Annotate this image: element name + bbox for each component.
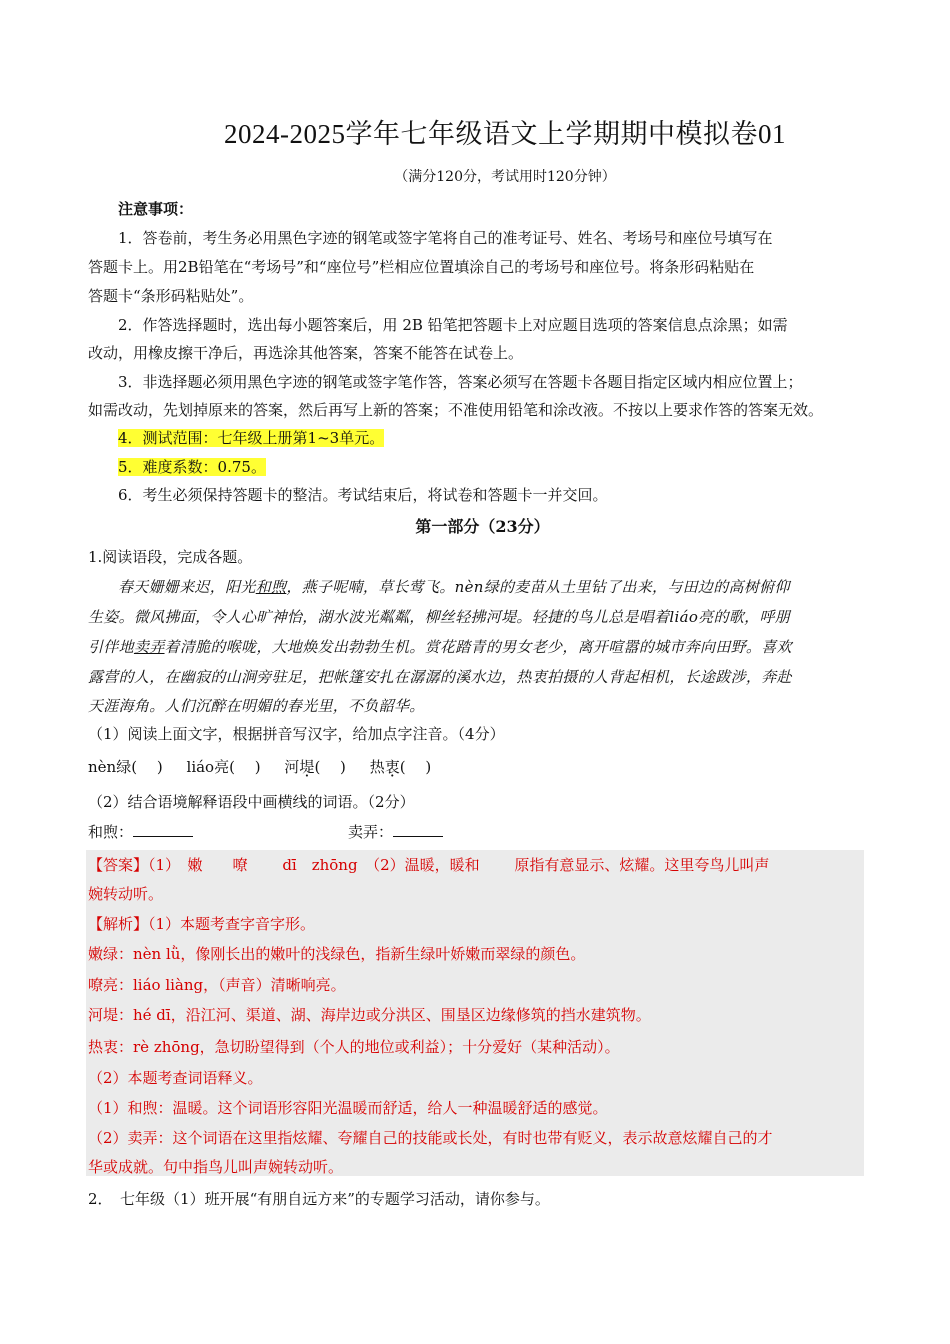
analysis-line-8: 华或成就。句中指鸟儿叫声婉转动听。 xyxy=(88,1158,344,1176)
question-1-stem: 1.阅读语段，完成各题。 xyxy=(88,548,253,566)
page-subtitle: （满分120分，考试用时120分钟） xyxy=(394,169,616,185)
note-6: 6．考生必须保持答题卡的整洁。考试结束后，将试卷和答题卡一并交回。 xyxy=(118,486,608,504)
note-1-line-3: 答题卡“条形码粘贴处”。 xyxy=(88,287,254,305)
blank-hexu: 和煦： xyxy=(88,822,193,842)
subquestion-1: （1）阅读上面文字，根据拼音写汉字，给加点字注音。（4分） xyxy=(88,725,505,743)
analysis-line-2: 嘹亮：liáo liàng，（声音）清晰响亮。 xyxy=(88,976,346,994)
analysis-heading: 【解析】（1）本题考查字音字形。 xyxy=(88,915,316,933)
passage-line-5: 天涯海角。人们沉醉在明媚的春光里，不负韶华。 xyxy=(88,697,425,715)
passage-line-4: 露营的人，在幽寂的山涧旁驻足，把帐篷安扎在潺潺的溪水边，热衷拍摄的人背起相机，长途跋涉，奔赴 xyxy=(88,668,792,686)
subquestion-2: （2）结合语境解释语段中画横线的词语。（2分） xyxy=(88,793,415,811)
passage-line-1: 春天姗姗来迟，阳光和煦，燕子呢喃，草长莺飞。nèn绿的麦苗从土里钻了出来，与田边的高树俯仰 xyxy=(118,578,790,596)
note-5: 5．难度系数：0.75。 xyxy=(118,458,266,476)
blank-line xyxy=(393,822,443,837)
question-2-stem: 2． 七年级（1）班开展“有朋自远方来”的专题学习活动，请你参与。 xyxy=(88,1190,550,1208)
note-1-line-1: 1．答卷前，考生务必用黑色字迹的钢笔或签字笔将自己的准考证号、姓名、考场号和座位号填写在 xyxy=(118,229,773,247)
notes-heading: 注意事项： xyxy=(118,200,194,218)
underlined-word-mainong: 卖弄 xyxy=(133,638,165,656)
dotted-char-di: 堤 xyxy=(299,758,315,776)
analysis-line-1: 嫩绿：nèn lǜ，像刚长出的嫩叶的浅绿色，指新生绿叶娇嫩而翠绿的颜色。 xyxy=(88,945,586,963)
note-1-line-2: 答题卡上。用2B铅笔在“考场号”和“座位号”栏相应位置填涂自己的考场号和座位号。将条形码粘贴在 xyxy=(88,258,755,276)
subquestion-1-items: nèn绿( ) liáo亮( ) 河堤( ) 热衷( ) xyxy=(88,758,432,776)
analysis-line-6: （1）和煦：温暖。这个词语形容阳光温暖而舒适，给人一种温暖舒适的感觉。 xyxy=(88,1099,608,1117)
analysis-line-3: 河堤：hé dī，沿江河、渠道、湖、海岸边或分洪区、围垦区边缘修筑的挡水建筑物。 xyxy=(88,1006,651,1024)
answer-line-1: 【答案】（1） 嫩 嘹 dī zhōng （2）温暖，暖和 原指有意显示、炫耀。这里夸鸟儿叫声 xyxy=(88,856,770,874)
passage-line-3: 引伴地卖弄着清脆的喉咙，大地焕发出勃勃生机。赏花踏青的男女老少，离开喧嚣的城市奔向田野。喜欢 xyxy=(88,638,792,656)
underlined-word-hexu: 和煦 xyxy=(255,578,287,596)
dotted-char-zhong: 衷 xyxy=(384,758,400,776)
note-3-line-2: 如需改动，先划掉原来的答案，然后再写上新的答案；不准使用铅笔和涂改液。不按以上要求作答的答案无效。 xyxy=(88,401,824,419)
answer-line-2: 婉转动听。 xyxy=(88,885,164,903)
section-title: 第一部分（23分） xyxy=(415,517,550,536)
note-4: 4．测试范围：七年级上册第1~3单元。 xyxy=(118,429,385,447)
blank-mainong: 卖弄： xyxy=(348,822,443,842)
analysis-line-7: （2）卖弄：这个词语在这里指炫耀、夸耀自己的技能或长处，有时也带有贬义，表示故意炫耀自己的才 xyxy=(88,1129,773,1147)
note-2-line-2: 改动，用橡皮擦干净后，再选涂其他答案，答案不能答在试卷上。 xyxy=(88,344,524,362)
page-title: 2024-2025学年七年级语文上学期期中模拟卷01 xyxy=(224,119,786,149)
analysis-line-4: 热衷：rè zhōng，急切盼望得到（个人的地位或利益）；十分爱好（某种活动）。 xyxy=(88,1038,620,1056)
note-2-line-1: 2．作答选择题时，选出每小题答案后，用 2B 铅笔把答题卡上对应题目选项的答案信息点涂黑；如需 xyxy=(118,316,788,334)
note-3-line-1: 3．非选择题必须用黑色字迹的钢笔或签字笔作答，答案必须写在答题卡各题目指定区域内相应位置上； xyxy=(118,373,803,391)
analysis-line-5: （2）本题考查词语释义。 xyxy=(88,1069,263,1087)
passage-line-2: 生姿。微风拂面，令人心旷神怡，湖水波光粼粼，柳丝轻拂河堤。轻捷的鸟儿总是唱着liáo亮的歌，呼朋 xyxy=(88,608,790,626)
blank-line xyxy=(133,822,193,837)
